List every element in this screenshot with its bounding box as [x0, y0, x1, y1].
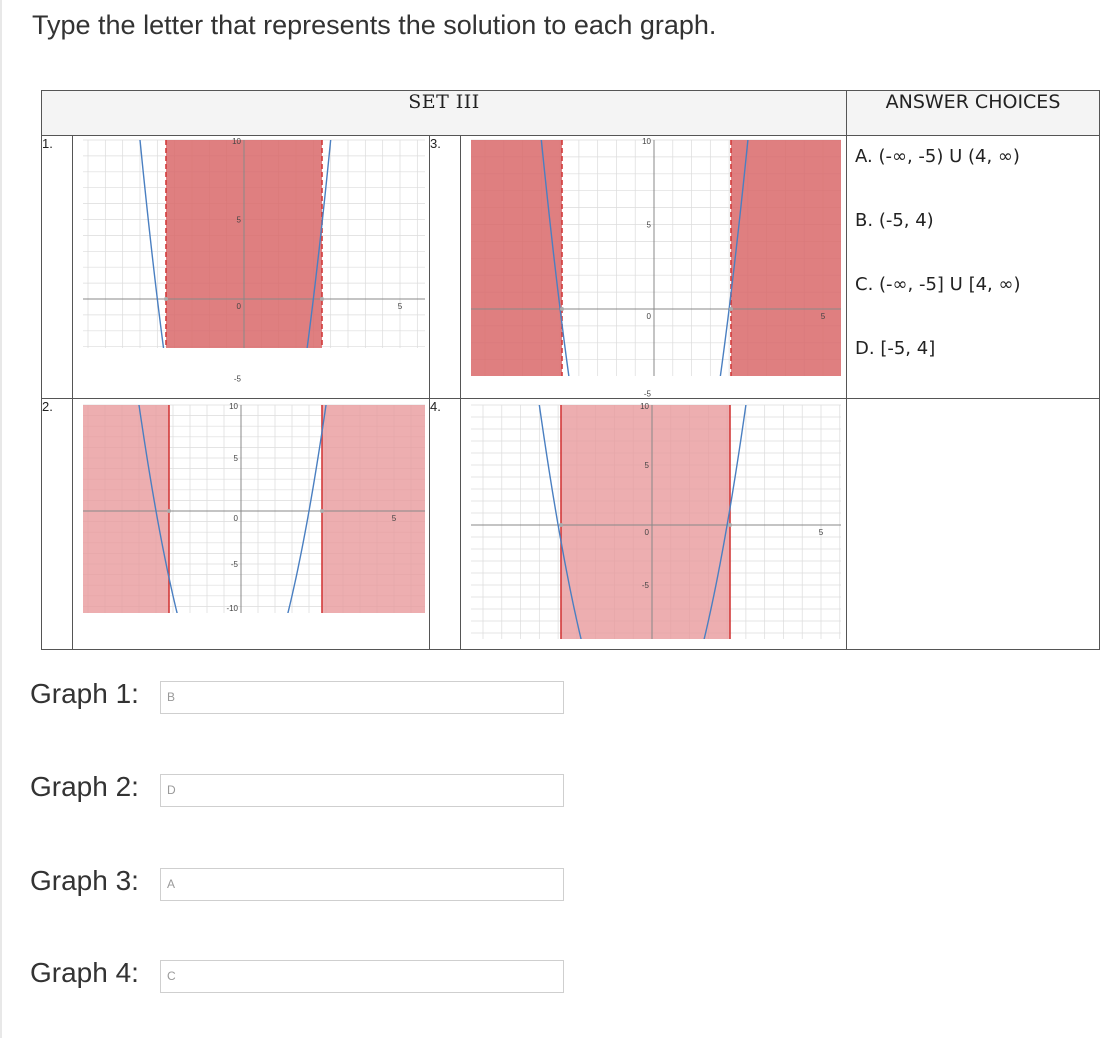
- tick-label: 10: [229, 402, 238, 411]
- graph-number: 2.: [42, 399, 73, 650]
- tick-label: 5: [820, 312, 826, 321]
- tick-label: 0: [644, 528, 649, 537]
- graph-2-answer-input[interactable]: D: [160, 774, 564, 807]
- root-point: [559, 523, 563, 527]
- tick-label: 5: [236, 215, 241, 225]
- choice-c: C. (-∞, -5] U [4, ∞): [855, 274, 1021, 295]
- root-point: [320, 509, 324, 513]
- shaded-region: [471, 140, 562, 376]
- graph-2-cell: [73, 399, 430, 650]
- empty-cell: [847, 399, 1100, 650]
- shaded-region: [322, 405, 425, 613]
- tick-label: 0: [233, 514, 238, 523]
- graph-4-cell: [461, 399, 847, 650]
- tick-label: 5: [233, 454, 238, 463]
- root-point: [560, 307, 564, 311]
- tick-label: -10: [226, 604, 238, 613]
- tick-label: 5: [646, 220, 651, 230]
- choice-b: B. (-5, 4): [855, 210, 934, 231]
- tick-label: -5: [230, 560, 238, 569]
- root-point: [729, 307, 733, 311]
- graph-3-label: Graph 3:: [30, 865, 139, 896]
- graph-1-label: Graph 1:: [30, 678, 139, 709]
- answer-choices-header: ANSWER CHOICES: [847, 91, 1100, 136]
- graph-4-plot: [461, 399, 846, 649]
- graph-2-plot: [73, 399, 429, 649]
- set-title: SET III: [42, 91, 847, 136]
- answer-choices-list: [847, 136, 1100, 399]
- root-point: [164, 297, 168, 301]
- graph-4-label: Graph 4:: [30, 957, 139, 988]
- graph-1-cell: [73, 136, 430, 399]
- tick-label: 5: [397, 302, 403, 311]
- root-point: [167, 509, 171, 513]
- tick-label: 10: [232, 137, 241, 146]
- graph-number: 4.: [430, 399, 461, 650]
- shaded-region: [561, 405, 730, 639]
- tick-label: 5: [391, 514, 397, 523]
- left-page-rule: [0, 0, 2, 1038]
- tick-label: -5: [641, 581, 649, 590]
- root-point: [320, 297, 324, 301]
- graph-3-answer-input[interactable]: A: [160, 868, 564, 901]
- graph-1-plot: [73, 136, 429, 382]
- tick-label: 5: [818, 528, 824, 537]
- graph-2-label: Graph 2:: [30, 771, 139, 802]
- graph-3-cell: [461, 136, 847, 399]
- tick-label: 10: [642, 137, 651, 146]
- choice-a: A. (-∞, -5) U (4, ∞): [855, 146, 1020, 167]
- tick-label: 0: [236, 302, 241, 311]
- graph-4-answer-input[interactable]: C: [160, 960, 564, 993]
- tick-label: 5: [644, 461, 649, 470]
- question-prompt: Type the letter that represents the solution to each graph.: [32, 10, 717, 40]
- graph-number: 3.: [430, 136, 461, 399]
- root-point: [728, 523, 732, 527]
- tick-label: -5: [643, 389, 651, 399]
- tick-label: -5: [233, 374, 241, 384]
- shaded-region: [731, 140, 841, 376]
- set-iii-table: [41, 90, 1100, 650]
- graph-1-answer-input[interactable]: B: [160, 681, 564, 714]
- graph-number: 1.: [42, 136, 73, 399]
- tick-label: 0: [646, 312, 651, 321]
- graph-3-plot: [461, 136, 846, 399]
- tick-label: 10: [640, 402, 649, 411]
- choice-d: D. [-5, 4]: [855, 338, 936, 359]
